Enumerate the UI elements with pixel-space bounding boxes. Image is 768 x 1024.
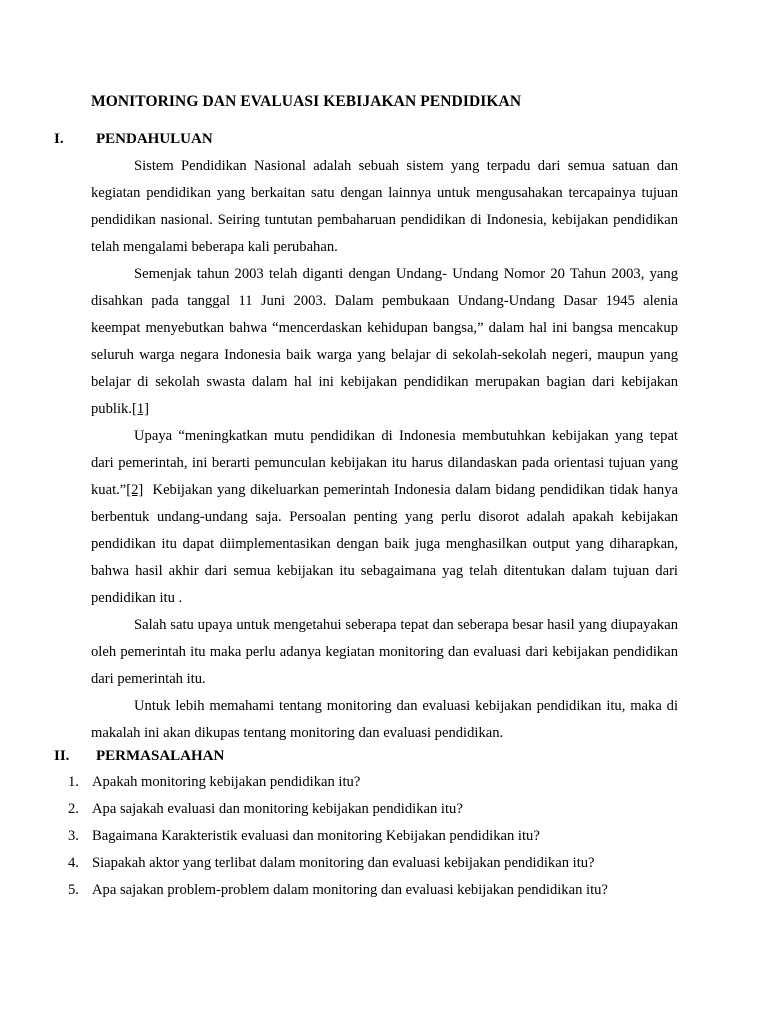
list-item — [0, 772, 768, 799]
section-heading-pendahuluan — [0, 131, 768, 151]
list-text: Bagaimana Karakteristik evaluasi dan monitoring Kebijakan pendidikan itu? — [92, 828, 540, 844]
footnote-link-2[interactable]: [2] — [126, 482, 144, 498]
list-text: Apa sajakah evaluasi dan monitoring kebijakan pendidikan itu? — [92, 801, 463, 817]
paragraph — [91, 153, 678, 261]
list-text: Apa sajakan problem-problem dalam monitoring dan evaluasi kebijakan pendidikan itu? — [92, 882, 608, 898]
paragraph-text: Sistem Pendidikan Nasional adalah sebuah sistem yang terpadu dari semua satuan dan kegiatan pendidikan yang berkaitan satu dengan lainnya untuk mengusahakan tercapainya tujuan pendidikan nasional. Seiring tuntutan pembaharuan pendidikan di Indonesia, kebijakan pendidikan telah mengalami beberapa kali perubahan. — [91, 158, 678, 255]
list-number: 1. — [68, 774, 79, 790]
paragraph-text: Untuk lebih memahami tentang monitoring dan evaluasi kebijakan pendidikan itu, maka di makalah ini akan dikupas tentang monitoring dan evaluasi pendidikan. — [91, 698, 678, 741]
paragraph — [91, 693, 678, 747]
list-text: Apakah monitoring kebijakan pendidikan itu? — [92, 774, 361, 790]
paragraph — [91, 612, 678, 693]
list-item — [0, 880, 768, 907]
section-number: II. — [54, 748, 70, 764]
section-title: PENDAHULUAN — [96, 131, 213, 147]
paragraph-text: Semenjak tahun 2003 telah diganti dengan Undang- Undang Nomor 20 Tahun 2003, yang disahkan pada tanggal 11 Juni 2003. Dalam pembukaan Undang-Undang Dasar 1945 alenia keempat menyebutkan bahwa “mencerdaskan kehidupan bangsa,” dalam hal ini bangsa mencakup seluruh warga negara Indonesia baik warga yang belajar di sekolah-sekolah negeri, maupun yang belajar di sekolah swasta dalam hal ini kebijakan pendidikan merupakan bagian dari kebijakan publik. — [91, 266, 678, 417]
list-text: Siapakah aktor yang terlibat dalam monitoring dan evaluasi kebijakan pendidikan itu? — [92, 855, 595, 871]
paragraph-text: Salah satu upaya untuk mengetahui seberapa tepat dan seberapa besar hasil yang diupayakan oleh pemerintah itu maka perlu adanya kegiatan monitoring dan evaluasi dari kebijakan pendidikan dari pemerintah itu. — [91, 617, 678, 687]
section-body-pendahuluan — [91, 153, 682, 747]
paragraph-text: Kebijakan yang dikeluarkan pemerintah Indonesia dalam bidang pendidikan tidak hanya berbentuk undang-undang saja. Persoalan penting yang perlu disorot adalah apakah kebijakan pendidikan itu dapat diimplementasikan dengan baik juga menghasilkan output yang diharapkan, bahwa hasil akhir dari semua kebijakan itu sebagaimana yag telah ditentukan dalam tujuan dari pendidikan itu . — [91, 482, 682, 606]
list-item — [0, 853, 768, 880]
paragraph — [91, 261, 678, 423]
footnote-link-1[interactable]: [1] — [131, 401, 149, 417]
list-number: 5. — [68, 882, 79, 898]
list-item — [0, 799, 768, 826]
paragraph-text: Upaya “meningkatkan mutu pendidikan di Indonesia membutuhkan kebijakan yang tepat dari pemerintah, ini berarti pemunculan kebijakan itu harus dilandaskan pada orientasi tujuan yang kuat.” — [91, 428, 678, 498]
paragraph — [91, 423, 682, 612]
list-number: 2. — [68, 801, 79, 817]
section-number: I. — [54, 131, 64, 147]
problem-list — [0, 772, 768, 907]
section-title: PERMASALAHAN — [96, 748, 225, 764]
list-item — [0, 826, 768, 853]
section-heading-permasalahan — [0, 748, 768, 768]
list-number: 3. — [68, 828, 79, 844]
list-number: 4. — [68, 855, 79, 871]
document-title: MONITORING DAN EVALUASI KEBIJAKAN PENDIDIKAN — [91, 93, 522, 110]
